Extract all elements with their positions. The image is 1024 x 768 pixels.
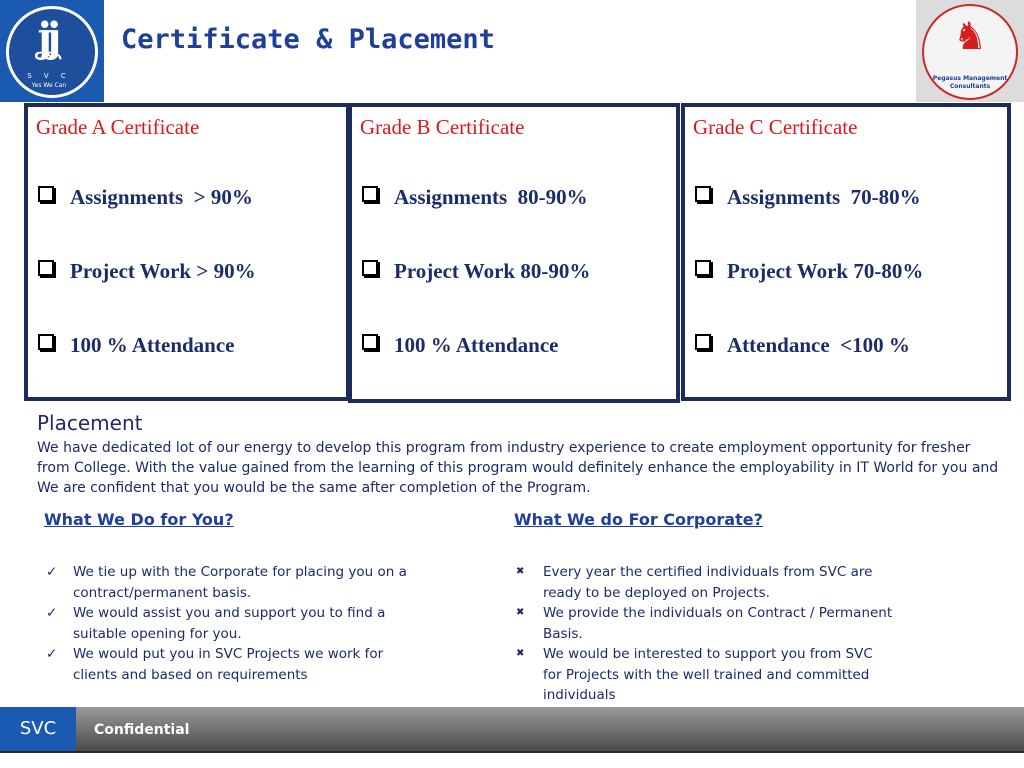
footer-bar bbox=[0, 707, 1024, 751]
grade-c-box bbox=[681, 103, 1011, 401]
list-item: 100 % Attendance bbox=[362, 333, 590, 407]
checkbox-icon bbox=[695, 260, 711, 276]
pegasus-logo bbox=[916, 0, 1024, 102]
for-you-list bbox=[44, 562, 424, 685]
list-item: ✖ We would be interested to support you from SVC for Projects with the well trained and committed individuals bbox=[516, 646, 873, 703]
footer-divider bbox=[0, 751, 1024, 753]
for-corporate-list bbox=[514, 562, 894, 706]
list-item: Project Work 80-90% bbox=[362, 259, 590, 333]
checkbox-icon bbox=[362, 260, 378, 276]
svc-logo-text: S V C bbox=[27, 72, 71, 80]
footer-svc-badge: SVC bbox=[0, 707, 76, 751]
grade-c-criteria-list bbox=[695, 185, 923, 407]
list-item: Project Work > 90% bbox=[38, 259, 256, 333]
checkbox-icon bbox=[38, 334, 54, 350]
footer-confidential-label: Confidential bbox=[94, 722, 190, 738]
grade-b-box bbox=[348, 103, 680, 403]
svc-logo-glyph-icon: ʝʝ bbox=[36, 14, 56, 61]
checkbox-icon bbox=[362, 334, 378, 350]
grade-a-criteria-list bbox=[38, 185, 256, 407]
list-item: Assignments 70-80% bbox=[695, 185, 923, 259]
list-item: ✓ We would assist you and support you to find a suitable opening for you. bbox=[46, 605, 386, 642]
grade-b-title: Grade B Certificate bbox=[360, 115, 525, 139]
grade-b-criteria-list bbox=[362, 185, 590, 407]
checkmark-icon: ✓ bbox=[46, 605, 58, 621]
grade-c-title: Grade C Certificate bbox=[693, 115, 858, 139]
list-item: ✓ We tie up with the Corporate for placing you on a contract/permanent basis. bbox=[46, 564, 407, 601]
checkbox-icon bbox=[38, 260, 54, 276]
cross-icon: ✖ bbox=[516, 566, 525, 577]
checkbox-icon bbox=[695, 186, 711, 202]
placement-heading: Placement bbox=[37, 411, 143, 435]
for-you-heading: What We Do for You? bbox=[44, 510, 234, 529]
grade-a-title: Grade A Certificate bbox=[36, 115, 200, 139]
list-item: Assignments 80-90% bbox=[362, 185, 590, 259]
list-item: ✖ We provide the individuals on Contract / Permanent Basis. bbox=[516, 605, 893, 642]
svc-logo-tagline: Yes We Can bbox=[31, 82, 67, 89]
checkbox-icon bbox=[38, 186, 54, 202]
page-title: Certificate & Placement bbox=[121, 24, 495, 55]
list-item: Assignments > 90% bbox=[38, 185, 256, 259]
checkbox-icon bbox=[695, 334, 711, 350]
checkmark-icon: ✓ bbox=[46, 564, 58, 580]
list-item: Attendance <100 % bbox=[695, 333, 923, 407]
svc-logo bbox=[0, 0, 104, 102]
cross-icon: ✖ bbox=[516, 607, 525, 618]
list-item: Project Work 70-80% bbox=[695, 259, 923, 333]
pegasus-horse-icon: ♞ bbox=[952, 14, 988, 58]
list-item: ✓ We would put you in SVC Projects we work for clients and based on requirements bbox=[46, 646, 384, 683]
placement-paragraph: We have dedicated lot of our energy to develop this program from industry experience to create employment opportunity for fresher from College. With the value gained from the learning of this program would definitely enhance the employability in IT World for you and We are confident that you would be the same after completion of the Program. bbox=[37, 440, 999, 496]
checkbox-icon bbox=[362, 186, 378, 202]
checkmark-icon: ✓ bbox=[46, 646, 58, 662]
cross-icon: ✖ bbox=[516, 648, 525, 659]
grade-a-box bbox=[24, 103, 350, 401]
list-item: 100 % Attendance bbox=[38, 333, 256, 407]
pegasus-logo-name: Pegasus Management Consultants bbox=[932, 75, 1008, 90]
for-corporate-heading: What We do For Corporate? bbox=[514, 510, 763, 529]
list-item: ✖ Every year the certified individuals from SVC are ready to be deployed on Projects. bbox=[516, 564, 873, 601]
